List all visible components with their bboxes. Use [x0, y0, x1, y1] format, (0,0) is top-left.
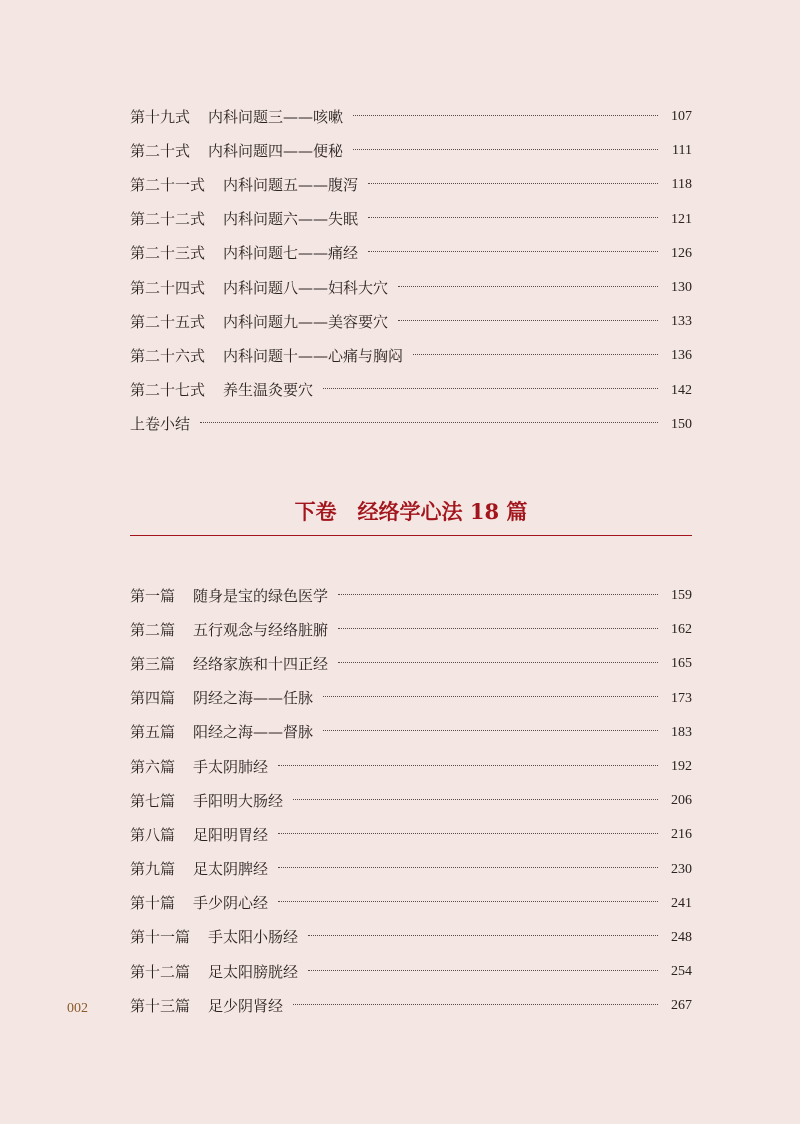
- dot-leader: [368, 251, 658, 252]
- toc-entry-page: 159: [671, 588, 692, 604]
- toc-entry-title: 手阳明大肠经: [193, 791, 284, 810]
- toc-entry[interactable]: [130, 168, 692, 202]
- dot-leader: [293, 799, 658, 800]
- toc-entry-number: 第二十五式: [130, 312, 206, 331]
- dot-leader: [368, 217, 658, 218]
- toc-entry-title: 手少阴心经: [193, 894, 269, 913]
- toc-entry-page: 165: [671, 656, 692, 672]
- section-divider: [130, 535, 692, 536]
- dot-leader: [338, 628, 658, 629]
- toc-entry[interactable]: [130, 237, 692, 271]
- toc-entry-number: 第九篇: [130, 860, 176, 879]
- toc-entry-title: 内科问题六——失眠: [223, 210, 359, 229]
- toc-entry[interactable]: [130, 750, 692, 784]
- toc-entry-page: 206: [671, 793, 692, 809]
- toc-entry[interactable]: [130, 408, 692, 442]
- toc-entry[interactable]: [130, 100, 692, 134]
- dot-leader: [278, 901, 658, 902]
- toc-entry[interactable]: [130, 955, 692, 989]
- toc-entry-page: 130: [671, 280, 692, 296]
- dot-leader: [278, 833, 658, 834]
- toc-entry[interactable]: [130, 134, 692, 168]
- dot-leader: [413, 354, 658, 355]
- toc-entry-page: 216: [671, 827, 692, 843]
- toc-entry-title: 阴经之海——任脉: [193, 689, 314, 708]
- toc-entry-number: 第十篇: [130, 894, 176, 913]
- dot-leader: [353, 149, 658, 150]
- dot-leader: [323, 388, 658, 389]
- toc-entry-number: 第二十二式: [130, 210, 206, 229]
- dot-leader: [308, 970, 658, 971]
- toc-entry[interactable]: [130, 887, 692, 921]
- toc-entry-title: 内科问题八——妇科大穴: [223, 278, 389, 297]
- toc-entry-title: 手太阳小肠经: [208, 928, 299, 947]
- toc-entry[interactable]: [130, 374, 692, 408]
- toc-entry-number: 第一篇: [130, 586, 176, 605]
- toc-entry[interactable]: [130, 613, 692, 647]
- toc-entry-title: 养生温灸要穴: [223, 381, 314, 400]
- toc-entry-title: 内科问题五——腹泻: [223, 175, 359, 194]
- toc-entry-number: 第七篇: [130, 791, 176, 810]
- toc-entry-page: 142: [671, 382, 692, 398]
- toc-entry-page: 241: [671, 895, 692, 911]
- toc-entry[interactable]: [130, 818, 692, 852]
- toc-entry-number: 第二篇: [130, 620, 176, 639]
- dot-leader: [308, 935, 658, 936]
- dot-leader: [398, 320, 658, 321]
- toc-entry[interactable]: [130, 647, 692, 681]
- toc-entry-title: 经络家族和十四正经: [193, 654, 329, 673]
- dot-leader: [368, 183, 658, 184]
- toc-entry-page: 133: [671, 314, 692, 330]
- toc-lower-section: [130, 579, 692, 1023]
- toc-entry[interactable]: [130, 921, 692, 955]
- toc-entry-title: 五行观念与经络脏腑: [193, 620, 329, 639]
- toc-entry[interactable]: [130, 339, 692, 373]
- dot-leader: [338, 594, 658, 595]
- dot-leader: [323, 696, 658, 697]
- toc-entry[interactable]: [130, 203, 692, 237]
- toc-entry-page: 136: [671, 348, 692, 364]
- section-heading: 下卷 经络学心法 18 篇: [294, 499, 528, 524]
- toc-entry-title: 足太阴脾经: [193, 860, 269, 879]
- toc-entry-number: 第二十六式: [130, 346, 206, 365]
- toc-entry-page: 111: [672, 143, 692, 159]
- toc-entry-number: 第二十式: [130, 141, 191, 160]
- dot-leader: [278, 867, 658, 868]
- toc-entry-number: 第十一篇: [130, 928, 191, 947]
- toc-entry-number: 第十二篇: [130, 962, 191, 981]
- toc-entry-title: 内科问题四——便秘: [208, 141, 344, 160]
- dot-leader: [338, 662, 658, 663]
- toc-entry-title: 足少阴肾经: [208, 996, 284, 1015]
- toc-entry-title: 足阳明胃经: [193, 825, 269, 844]
- toc-entry-number: 第三篇: [130, 654, 176, 673]
- toc-entry-page: 118: [671, 177, 692, 193]
- toc-entry-number: 第四篇: [130, 689, 176, 708]
- toc-entry[interactable]: [130, 716, 692, 750]
- toc-entry-title: 阳经之海——督脉: [193, 723, 314, 742]
- toc-upper-section: [130, 100, 692, 442]
- toc-entry-title: 足太阳膀胱经: [208, 962, 299, 981]
- toc-entry-title: 内科问题七——痛经: [223, 244, 359, 263]
- dot-leader: [323, 730, 658, 731]
- toc-entry-number: 第二十三式: [130, 244, 206, 263]
- toc-entry-page: 173: [671, 690, 692, 706]
- toc-entry[interactable]: [130, 989, 692, 1023]
- dot-leader: [293, 1004, 658, 1005]
- toc-entry-title: 内科问题十——心痛与胸闷: [223, 346, 404, 365]
- toc-entry[interactable]: [130, 853, 692, 887]
- toc-entry-page: 121: [671, 211, 692, 227]
- toc-entry-title: 上卷小结: [130, 415, 191, 434]
- toc-entry-number: 第六篇: [130, 757, 176, 776]
- toc-entry[interactable]: [130, 784, 692, 818]
- toc-entry-number: 第二十一式: [130, 175, 206, 194]
- toc-entry-page: 183: [671, 724, 692, 740]
- toc-entry-number: 第八篇: [130, 825, 176, 844]
- toc-entry-page: 267: [671, 998, 692, 1014]
- toc-entry[interactable]: [130, 579, 692, 613]
- toc-entry-number: 第二十四式: [130, 278, 206, 297]
- toc-entry[interactable]: [130, 682, 692, 716]
- toc-entry-page: 248: [671, 929, 692, 945]
- toc-entry-page: 150: [671, 416, 692, 432]
- dot-leader: [353, 115, 658, 116]
- toc-entry-title: 手太阴肺经: [193, 757, 269, 776]
- toc-entry-number: 第五篇: [130, 723, 176, 742]
- toc-entry-page: 230: [671, 861, 692, 877]
- toc-entry-number: 第二十七式: [130, 381, 206, 400]
- toc-entry-page: 192: [671, 759, 692, 775]
- dot-leader: [200, 422, 658, 423]
- dot-leader: [398, 286, 658, 287]
- toc-entry-page: 162: [671, 622, 692, 638]
- toc-entry-number: 第十三篇: [130, 996, 191, 1015]
- toc-entry-page: 107: [671, 109, 692, 125]
- dot-leader: [278, 765, 658, 766]
- toc-entry-title: 内科问题三——咳嗽: [208, 107, 344, 126]
- toc-entry-title: 内科问题九——美容要穴: [223, 312, 389, 331]
- page-number: 002: [67, 1001, 88, 1016]
- toc-entry-number: 第十九式: [130, 107, 191, 126]
- toc-entry-page: 126: [671, 245, 692, 261]
- toc-entry-page: 254: [671, 964, 692, 980]
- toc-entry[interactable]: [130, 305, 692, 339]
- toc-entry-title: 随身是宝的绿色医学: [193, 586, 329, 605]
- toc-entry[interactable]: [130, 271, 692, 305]
